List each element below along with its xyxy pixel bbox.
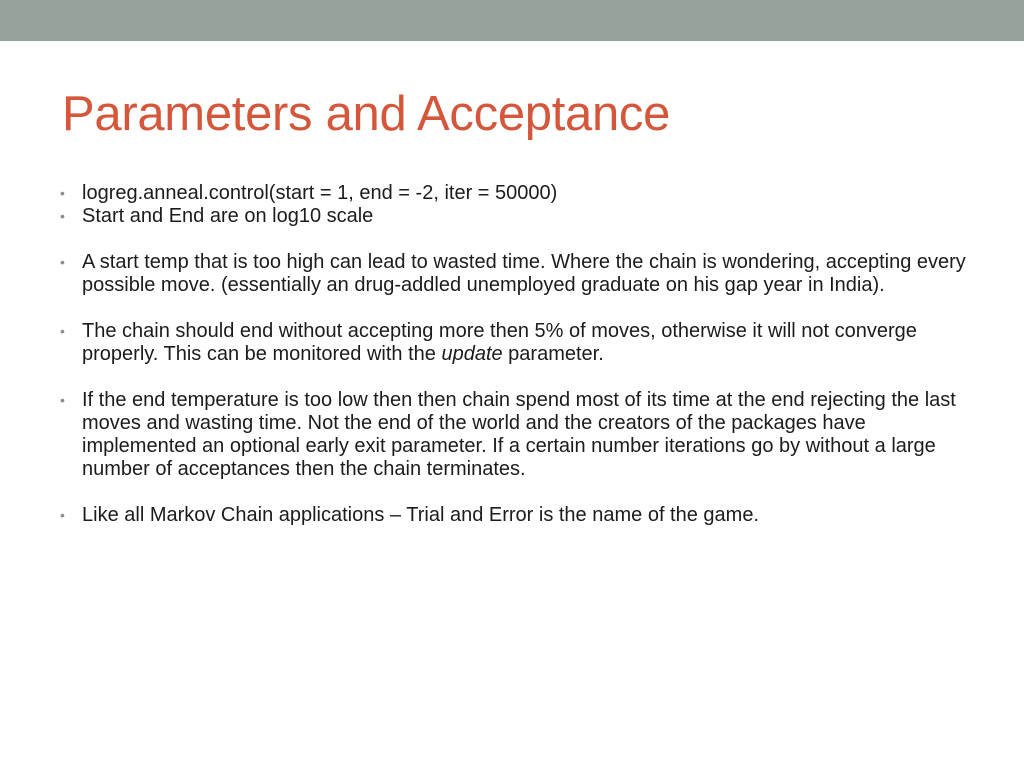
bullet-dot: • — [60, 185, 65, 201]
bullet-text-2: Start and End are on log10 scale — [82, 205, 374, 227]
bullet-item-2 — [60, 205, 975, 228]
bullet-item-3 — [60, 251, 975, 297]
update-parameter-emphasis: update — [441, 343, 503, 365]
bullet-dot: • — [60, 254, 65, 270]
bullet-list — [60, 182, 975, 527]
bullet-text-6: Like all Markov Chain applications – Trial and Error is the name of the game. — [82, 504, 760, 526]
bullet-dot: • — [60, 208, 65, 224]
bullet-text-5: If the end temperature is too low then then chain spend most of its time at the end rejecting the last moves and wasting time. Not the end of the world and the creators of the packages have implemented an optional early exit parameter. If a certain number iterations go by without a large number of acceptances then the chain terminates. — [82, 389, 956, 480]
top-accent-band — [0, 0, 1024, 41]
bullet-text-4-after: parameter. — [502, 343, 604, 365]
bullet-text-1: logreg.anneal.control(start = 1, end = -2, iter = 50000) — [82, 182, 558, 204]
bullet-dot: • — [60, 507, 65, 523]
bullet-item-5 — [60, 389, 975, 481]
bullet-text-4 — [82, 320, 917, 365]
bullet-dot: • — [60, 392, 65, 408]
bullet-item-6 — [60, 504, 975, 527]
slide-title: Parameters and Acceptance — [62, 87, 671, 141]
bullet-item-4 — [60, 320, 975, 366]
bullet-item-1 — [60, 182, 975, 205]
bullet-text-4-before: The chain should end without accepting more then 5% of moves, otherwise it will not converge properly. This can be monitored with the — [82, 320, 917, 365]
bullet-text-3: A start temp that is too high can lead to wasted time. Where the chain is wondering, accepting every possible move. (essentially an drug-addled unemployed graduate on his gap year in India). — [82, 251, 966, 296]
bullet-dot: • — [60, 323, 65, 339]
